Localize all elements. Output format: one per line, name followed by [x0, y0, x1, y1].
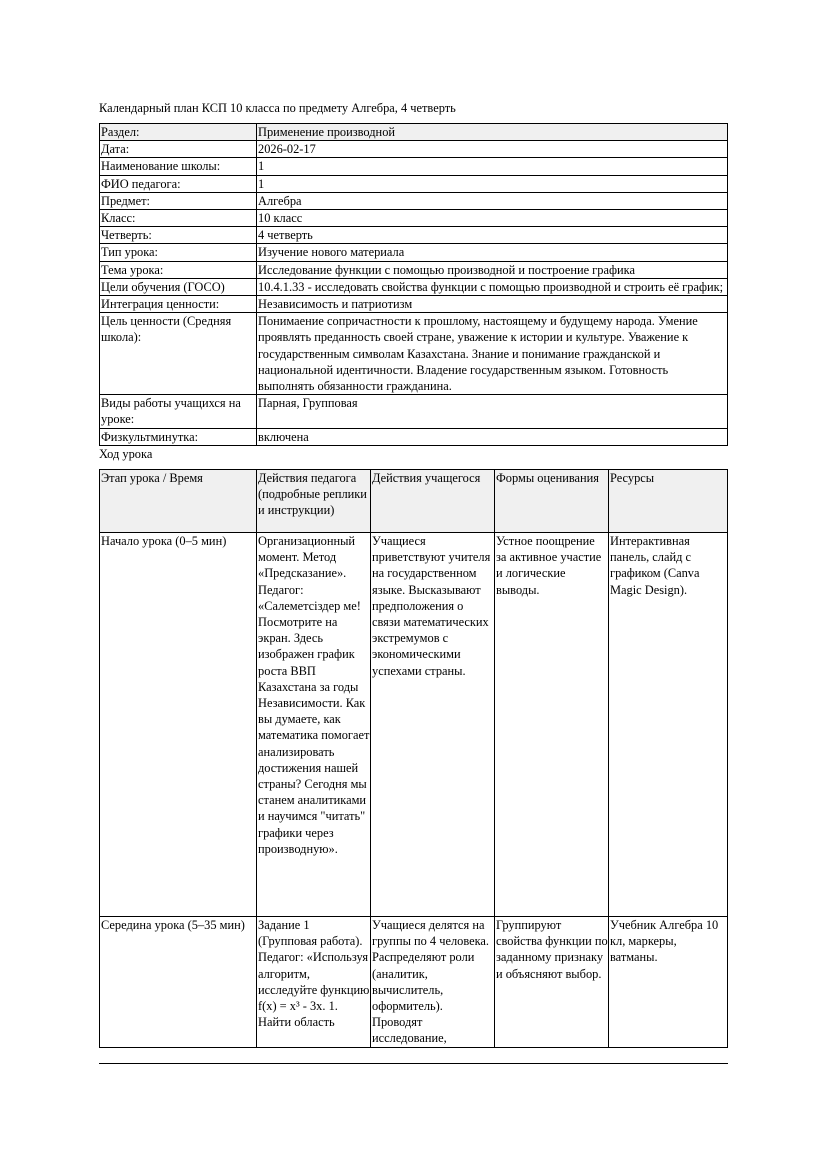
info-row [100, 313, 728, 395]
cell-teacher: Организационный момент. Метод «Предсказание». Педагог: «Салеметсіздер ме! Посмотрите на экран. Здесь изображен график роста ВВП Казахстана за годы Независимости. Как вы думаете, как математика помогает анализировать достижения нашей страны? Сегодня мы станем аналитиками и научимся "читать" графики через производную». [257, 533, 371, 917]
info-value: включена [257, 428, 728, 445]
info-row [100, 428, 728, 445]
info-row [100, 278, 728, 295]
info-row [100, 158, 728, 175]
info-value: 1 [257, 175, 728, 192]
info-key: Наименование школы: [100, 158, 257, 175]
info-value: Исследование функции с помощью производной и построение графика [257, 261, 728, 278]
section-title: Ход урока [99, 447, 153, 461]
info-key: Тема урока: [100, 261, 257, 278]
info-row [100, 210, 728, 227]
info-row [100, 261, 728, 278]
info-value: 4 четверть [257, 227, 728, 244]
info-value: Применение производной [257, 124, 728, 141]
cell-student: Учащиеся приветствуют учителя на государственном языке. Высказывают предположения о связи математических экстремумов с экономическими успехами страны. [371, 533, 495, 917]
header-student: Действия учащегося [371, 470, 495, 533]
info-key: Раздел: [100, 124, 257, 141]
plan-row [100, 533, 728, 917]
info-key: Цели обучения (ГОСО) [100, 278, 257, 295]
cell-assessment: Группируют свойства функции по заданному признаку и объясняют выбор. [495, 917, 609, 1048]
header-assessment: Формы оценивания [495, 470, 609, 533]
header-stage: Этап урока / Время [100, 470, 257, 533]
info-key: Виды работы учащихся на уроке: [100, 395, 257, 428]
info-key: Класс: [100, 210, 257, 227]
info-value: Парная, Групповая [257, 395, 728, 428]
info-row [100, 244, 728, 261]
info-row [100, 141, 728, 158]
header-resources: Ресурсы [609, 470, 728, 533]
info-row [100, 395, 728, 428]
plan-row [100, 917, 728, 1048]
cell-resources: Учебник Алгебра 10 кл, маркеры, ватманы. [609, 917, 728, 1048]
plan-header-row [100, 470, 728, 533]
info-key: Интеграция ценности: [100, 296, 257, 313]
info-value: Изучение нового материала [257, 244, 728, 261]
info-value: Независимость и патриотизм [257, 296, 728, 313]
cell-resources: Интерактивная панель, слайд с графиком (Canva Magic Design). [609, 533, 728, 917]
info-key: Четверть: [100, 227, 257, 244]
info-row [100, 124, 728, 141]
info-value: 10.4.1.33 - исследовать свойства функции с помощью производной и строить её график; [257, 278, 728, 295]
info-row [100, 296, 728, 313]
cell-student: Учащиеся делятся на группы по 4 человека. Распределяют роли (аналитик, вычислитель, оформитель). Проводят исследование, [371, 917, 495, 1048]
info-key: Цель ценности (Средняя школа): [100, 313, 257, 395]
lesson-plan-table [99, 469, 728, 1048]
info-value: 2026-02-17 [257, 141, 728, 158]
info-value: 1 [257, 158, 728, 175]
info-row [100, 192, 728, 209]
info-value: Понимаение сопричастности к прошлому, настоящему и будущему народа. Умение проявлять преданность своей стране, уважение к истории и культуре. Уважение к государственным символам Казахстана. Знание и понимание гражданской и национальной идентичности. Владение государственным языком. Готовность выполнять обязанности гражданина. [257, 313, 728, 395]
cell-assessment: Устное поощрение за активное участие и логические выводы. [495, 533, 609, 917]
cell-stage: Начало урока (0–5 мин) [100, 533, 257, 917]
cell-stage: Середина урока (5–35 мин) [100, 917, 257, 1048]
info-row [100, 227, 728, 244]
cell-teacher: Задание 1 (Групповая работа). Педагог: «Используя алгоритм, исследуйте функцию f(x) = x³ - 3x. 1. Найти область [257, 917, 371, 1048]
info-key: Предмет: [100, 192, 257, 209]
info-key: Физкультминутка: [100, 428, 257, 445]
info-key: Дата: [100, 141, 257, 158]
lesson-plan-table-wrap [99, 469, 728, 1064]
document-title: Календарный план КСП 10 класса по предмету Алгебра, 4 четверть [99, 101, 456, 115]
lesson-info-table [99, 123, 728, 446]
info-key: Тип урока: [100, 244, 257, 261]
info-value: 10 класс [257, 210, 728, 227]
info-value: Алгебра [257, 192, 728, 209]
info-row [100, 175, 728, 192]
header-teacher: Действия педагога (подробные реплики и инструкции) [257, 470, 371, 533]
info-key: ФИО педагога: [100, 175, 257, 192]
